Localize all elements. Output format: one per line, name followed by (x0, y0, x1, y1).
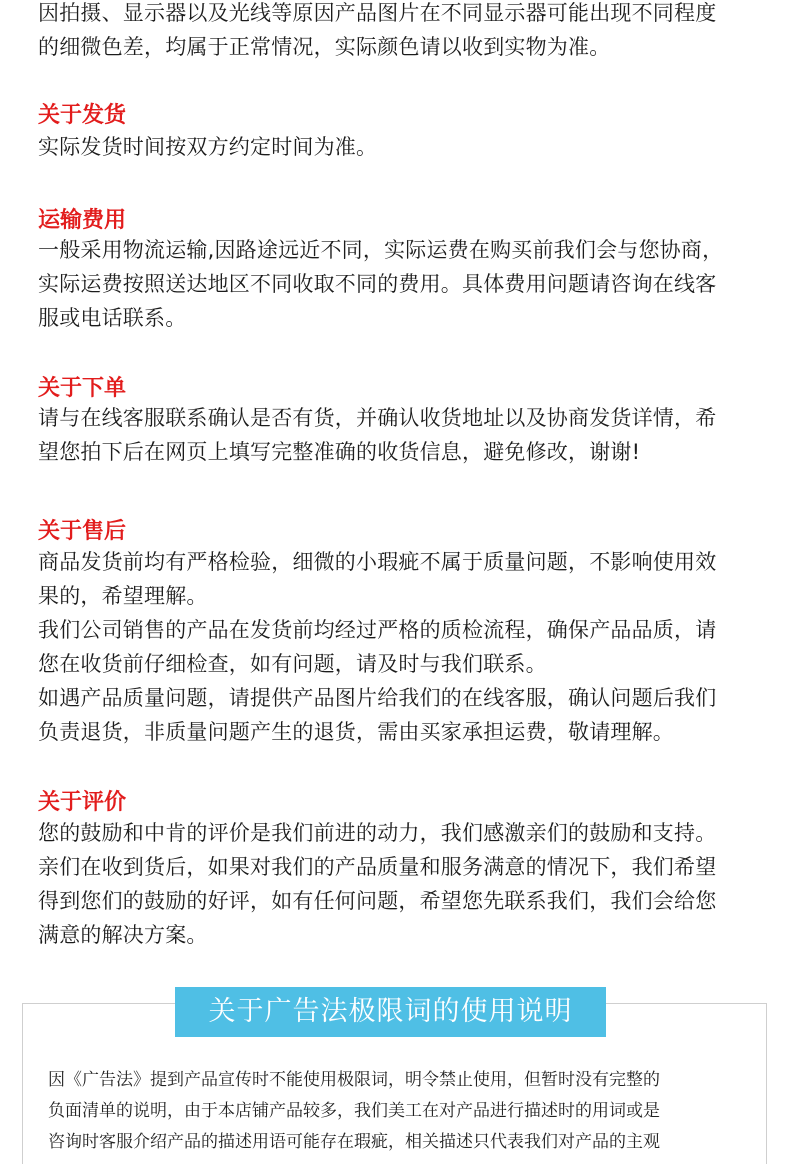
body-line: 实际发货时间按双方约定时间为准。 (38, 135, 378, 159)
body-line: 得到您们的鼓励的好评，如有任何问题，希望您先联系我们，我们会给您 (38, 889, 717, 913)
section-body-after-sales (38, 545, 753, 749)
section-heading-shipping-fee: 运输费用 (38, 208, 127, 233)
body-line: 实际运费按照送达地区不同收取不同的费用。具体费用问题请咨询在线客 (38, 272, 717, 296)
body-line: 服或电话联系。 (38, 306, 187, 330)
section-heading-ordering: 关于下单 (38, 376, 127, 401)
section-body-shipping (38, 130, 753, 164)
body-line: 一般采用物流运输,因路途远近不同，实际运费在购买前我们会与您协商， (38, 238, 724, 262)
body-line: 请与在线客服联系确认是否有货，并确认收货地址以及协商发货详情，希 (38, 406, 717, 430)
ad-law-notice-text (48, 1065, 748, 1158)
intro-line: 因拍摄、显示器以及光线等原因产品图片在不同显示器可能出现不同程度 (38, 1, 717, 25)
body-line: 您的鼓励和中肯的评价是我们前进的动力，我们感激亲们的鼓励和支持。 (38, 821, 717, 845)
body-line: 望您拍下后在网页上填写完整准确的收货信息，避免修改，谢谢! (38, 440, 641, 464)
notice-line: 因《广告法》提到产品宣传时不能使用极限词，明令禁止使用，但暂时没有完整的 (48, 1070, 660, 1090)
body-line: 商品发货前均有严格检验，细微的小瑕疵不属于质量问题，不影响使用效 (38, 550, 717, 574)
body-line: 您在收货前仔细检查，如有问题，请及时与我们联系。 (38, 652, 547, 676)
section-body-reviews (38, 816, 753, 952)
body-line: 果的，希望理解。 (38, 584, 208, 608)
section-body-shipping-fee (38, 233, 753, 335)
body-line: 我们公司销售的产品在发货前均经过严格的质检流程，确保产品品质，请 (38, 618, 717, 642)
intro-paragraph (38, 0, 753, 64)
ad-law-notice-title: 关于广告法极限词的使用说明 (175, 987, 606, 1037)
body-line: 负责退货，非质量问题产生的退货，需由买家承担运费，敬请理解。 (38, 720, 674, 744)
section-body-ordering (38, 401, 753, 469)
section-heading-after-sales: 关于售后 (38, 519, 127, 544)
body-line: 如遇产品质量问题，请提供产品图片给我们的在线客服，确认问题后我们 (38, 686, 717, 710)
body-line: 满意的解决方案。 (38, 923, 208, 947)
notice-line: 咨询时客服介绍产品的描述用语可能存在瑕疵，相关描述只代表我们对产品的主观 (48, 1132, 660, 1152)
intro-line: 的细微色差，均属于正常情况，实际颜色请以收到实物为准。 (38, 35, 611, 59)
body-line: 亲们在收到货后，如果对我们的产品质量和服务满意的情况下，我们希望 (38, 855, 717, 879)
section-heading-shipping: 关于发货 (38, 103, 127, 128)
notice-line: 负面清单的说明，由于本店铺产品较多，我们美工在对产品进行描述时的用词或是 (48, 1101, 660, 1121)
section-heading-reviews: 关于评价 (38, 790, 127, 815)
